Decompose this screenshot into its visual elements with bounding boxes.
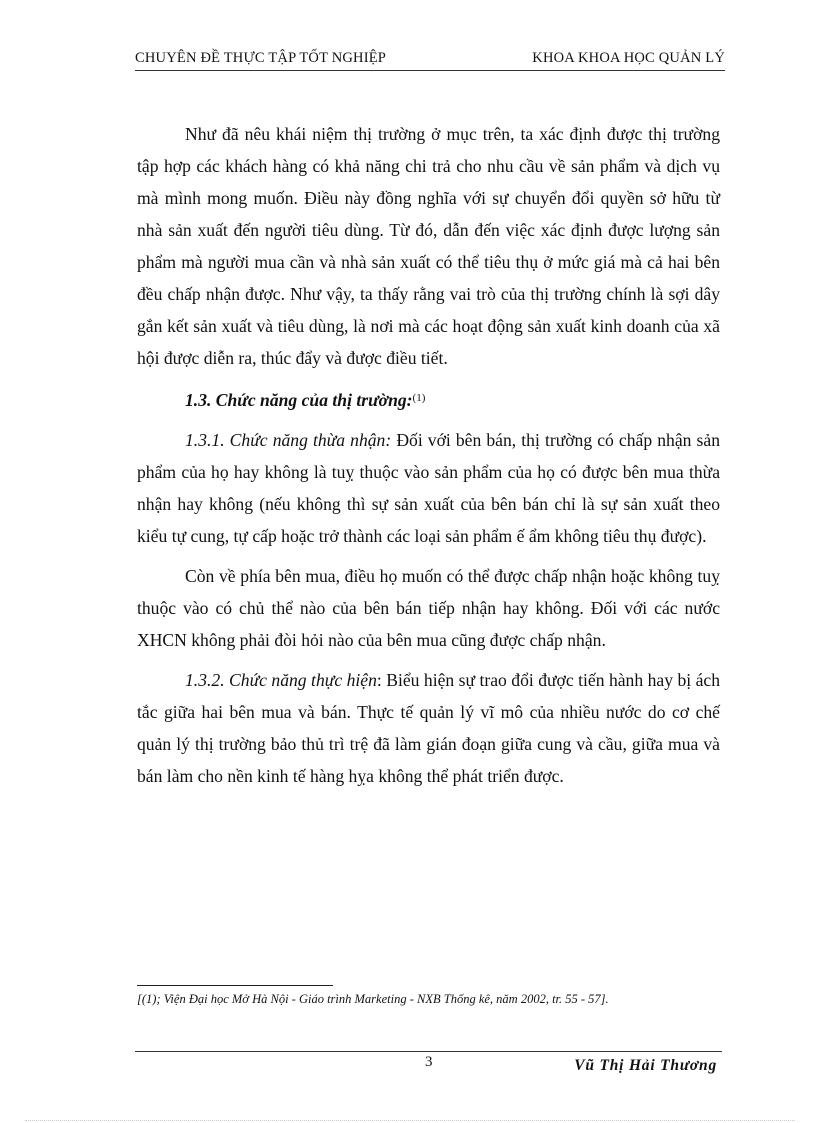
footer-author: Vũ Thị Hải Thương bbox=[574, 1057, 717, 1074]
paragraph-1-3-1 bbox=[137, 424, 720, 552]
header-right-department: KHOA KHOA HỌC QUẢN LÝ bbox=[532, 50, 725, 66]
paragraph-market-role: Như đã nêu khái niệm thị trường ở mục trên, ta xác định được thị trường tập hợp các khách hàng có khả năng chi trả cho nhu cầu về sản phẩm và dịch vụ mà mình mong muốn. Điều này đồng nghĩa với sự chuyển đổi quyền sở hữu từ nhà sản xuất đến người tiêu dùng. Từ đó, dẫn đến việc xác định được lượng sản phẩm mà người mua cần và nhà sản xuất có thể tiêu thụ ở mức giá mà cả hai bên đều chấp nhận được. Như vậy, ta thấy rằng vai trò của thị trường chính là sợi dây gắn kết sản xuất và tiêu dùng, là nơi mà các hoạt động sản xuất kinh doanh của xã hội được diễn ra, thúc đẩy và được điều tiết. bbox=[137, 124, 720, 368]
page-footer bbox=[135, 1051, 722, 1078]
footnote-divider bbox=[137, 985, 333, 986]
paragraph-buyer-side: Còn về phía bên mua, điều họ muốn có thể được chấp nhận hoặc không tuỵ thuộc vào có chủ thể nào của bên bán tiếp nhận hay không. Đối với các nước XHCN không phải đòi hỏi nào của bên mua cũng được chấp nhận. bbox=[137, 566, 720, 650]
page-header bbox=[135, 48, 725, 71]
page-number: 3 bbox=[425, 1054, 433, 1070]
section-heading-text: 1.3. Chức năng của thị trường: bbox=[185, 390, 413, 410]
subsection-text-1-3-1: Đối với bên bán, thị trường có chấp nhận sản phẩm của họ hay không là tuỵ thuộc vào sản phẩm của họ có được bên mua thừa nhận hay không (nếu không thì sự sản xuất của bên bán chỉ là sự sản xuất theo kiểu tự cung, tự cấp hoặc trở thành các loại sản phẩm ế ẩm không tiêu thụ được). bbox=[137, 430, 720, 546]
footnote-text: [(1); Viện Đại học Mở Hà Nội - Giáo trình Marketing - NXB Thống kê, năm 2002, tr. 55 - 57]. bbox=[137, 992, 609, 1006]
footnote-ref: (1) bbox=[412, 392, 426, 404]
page-bottom-dotted-line bbox=[25, 1120, 795, 1121]
subsection-lead-1-3-2: 1.3.2. Chức năng thực hiện bbox=[185, 670, 377, 690]
subsection-lead-1-3-1: 1.3.1. Chức năng thừa nhận: bbox=[185, 430, 392, 450]
header-left-title: CHUYÊN ĐỀ THỰC TẬP TỐT NGHIỆP bbox=[135, 50, 387, 66]
subsection-text-1-3-2: : Biểu hiện sự trao đổi được tiến hành hay bị ách tắc giữa hai bên mua và bán. Thực tế quản lý vĩ mô của nhiều nước do cơ chế quản lý thị trường bảo thủ trì trệ đã làm gián đoạn giữa cung và cầu, giữa mua và bán làm cho nền kinh tế hàng hỵa không thể phát triển được. bbox=[137, 670, 720, 786]
paragraph-1-3-2 bbox=[137, 664, 720, 792]
body-text bbox=[137, 118, 720, 800]
section-heading-1-3 bbox=[137, 382, 720, 416]
